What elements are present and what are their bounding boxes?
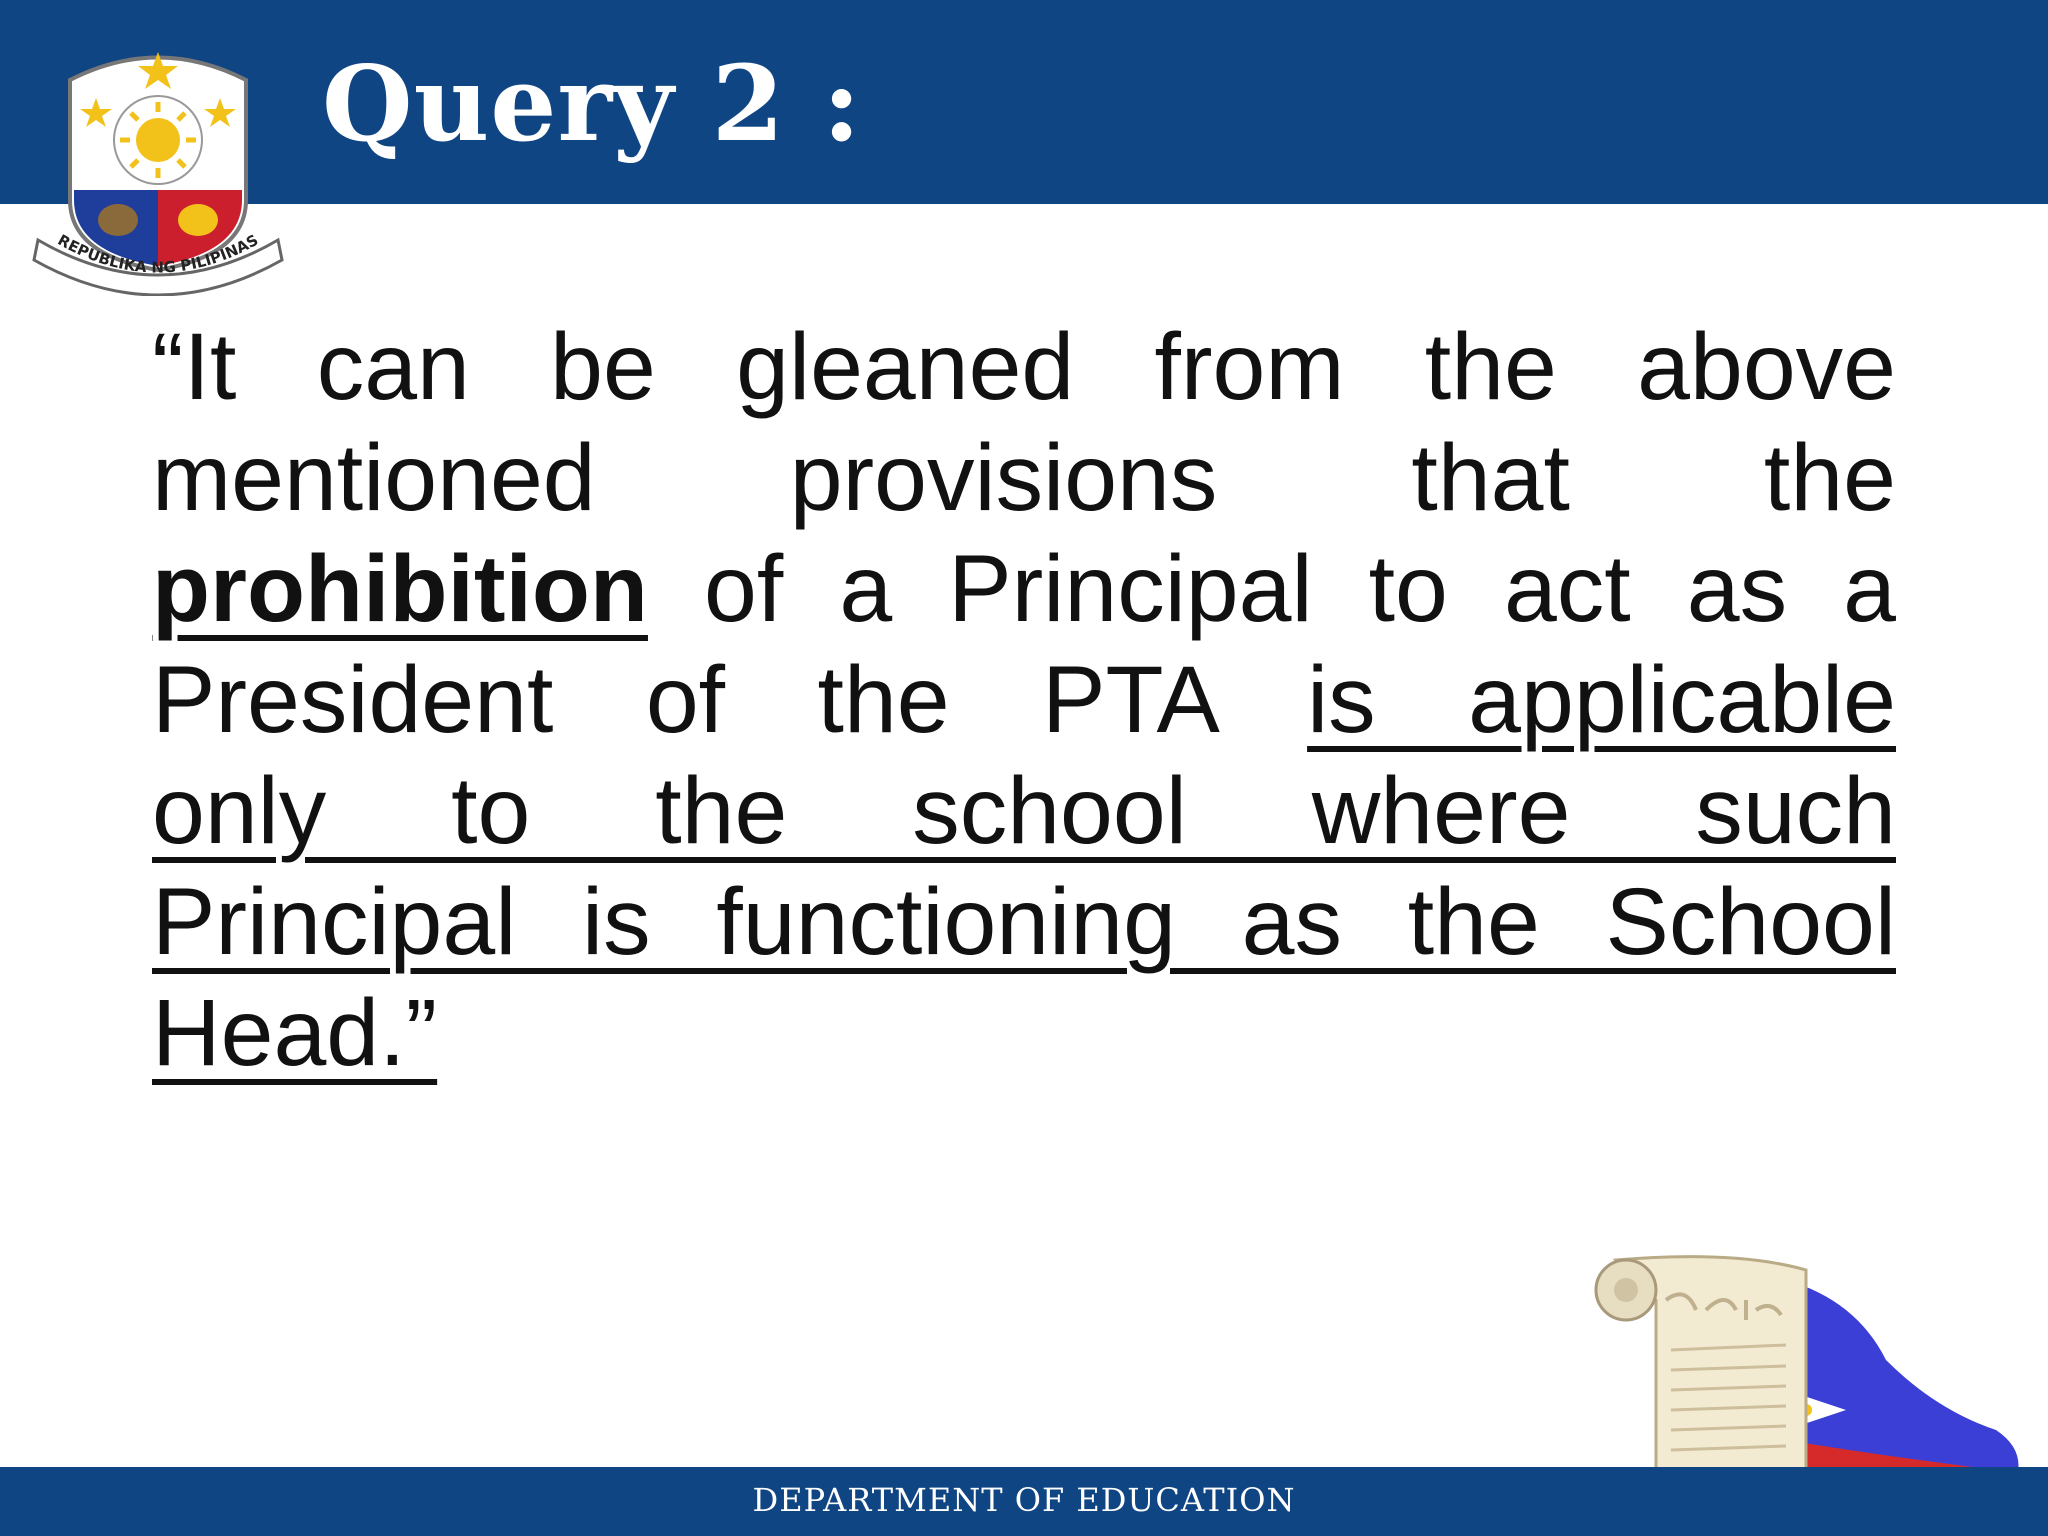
quote-line-3-rest: of a Principal to act as a [647, 536, 1896, 642]
quote-line-3 [152, 534, 1896, 645]
slide-title: Query 2 : [322, 42, 862, 165]
quote-line-4-underlined: is applicable [1307, 647, 1897, 753]
svg-text:REPUBLIKA NG PILIPINAS: REPUBLIKA NG PILIPINAS [54, 230, 262, 277]
coat-of-arms-logo [30, 40, 286, 296]
quote-line-6: Principal is functioning as the School [152, 869, 1896, 975]
quote-line-4 [152, 645, 1896, 756]
footer-text: DEPARTMENT OF EDUCATION [752, 1481, 1296, 1519]
emphasis-prohibition: prohibition [152, 536, 648, 642]
quote-line-5: only to the school where such [152, 758, 1896, 864]
quote-line-1: “It can be gleaned from the above [152, 314, 1896, 420]
quote-text [152, 312, 1896, 1089]
quote-line-4-plain: President of the PTA [152, 647, 1308, 753]
quote-line-7: Head.” [152, 980, 438, 1086]
header-bar [0, 0, 2048, 204]
quote-line-2: mentioned provisions that the [152, 425, 1896, 531]
